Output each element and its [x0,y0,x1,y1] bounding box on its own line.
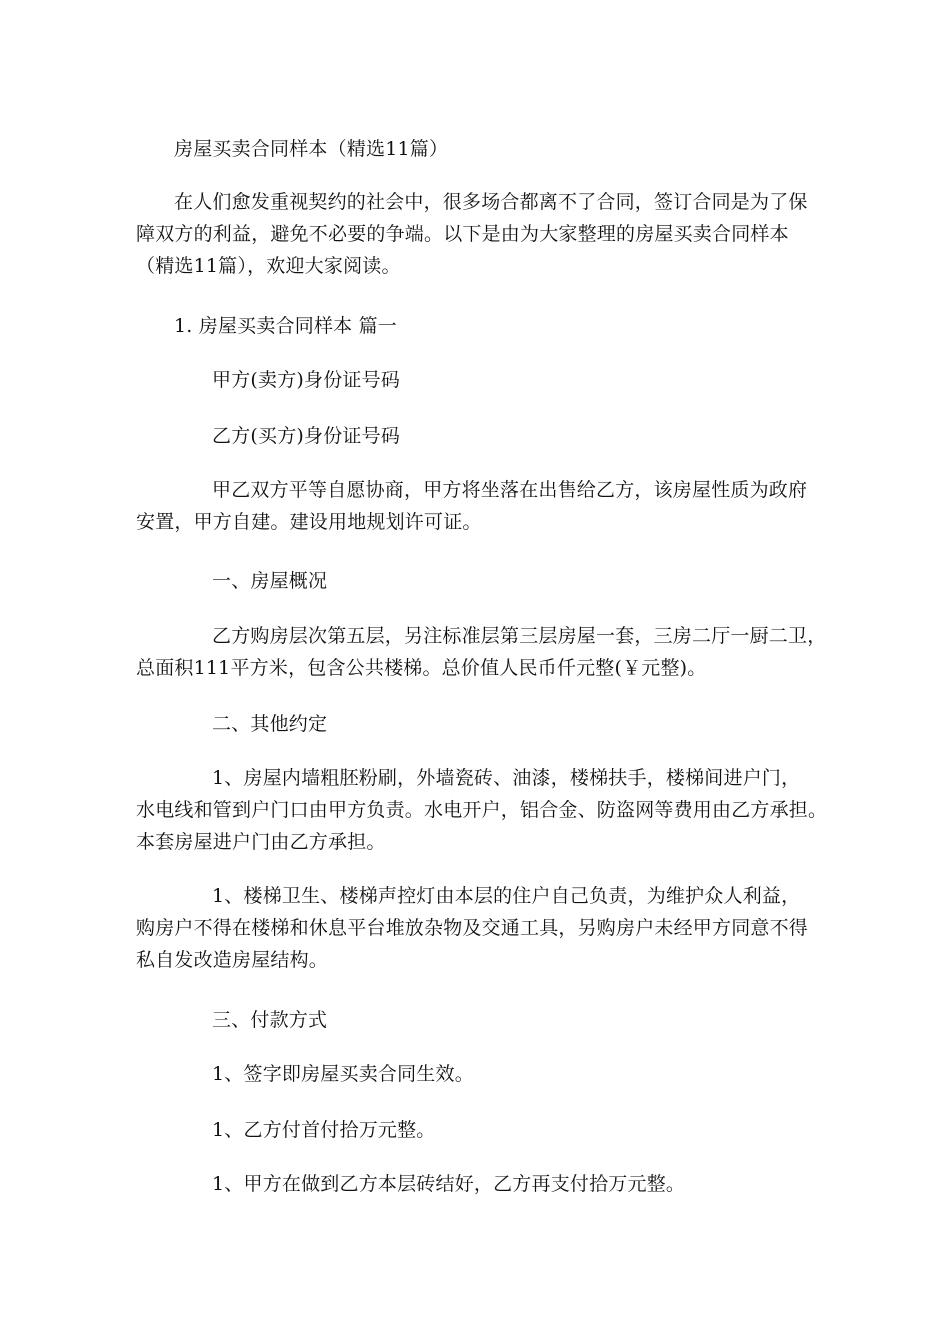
other-clause-1-line-1: 1、房屋内墙粗胚粉刷，外墙瓷砖、油漆，楼梯扶手，楼梯间进户门， [212,767,801,789]
payment-item-1: 1、签字即房屋买卖合同生效。 [212,1063,474,1085]
other-clause-1 [136,762,827,858]
intro-line-3: （精选11篇），欢迎大家阅读。 [136,255,401,277]
payment-item-3: 1、甲方在做到乙方本层砖结好，乙方再支付拾万元整。 [212,1173,686,1195]
party-b-line: 乙方(买方)身份证号码 [212,425,401,447]
party-a-line: 甲方(卖方)身份证号码 [212,369,401,391]
section-heading-1: 1. 房屋买卖合同样本 篇一 [174,315,398,337]
other-clause-1-line-2: 水电线和管到户门口由甲方负责。水电开户，铝合金、防盗网等费用由乙方承担。 [136,799,828,821]
other-clause-2-line-3: 私自发改造房屋结构。 [136,949,329,971]
heading-other: 二、其他约定 [212,713,328,735]
other-clause-1-line-3: 本套房屋进户门由乙方承担。 [136,831,386,853]
other-clause-2 [136,880,808,976]
agreement-line-1: 甲乙双方平等自愿协商，甲方将坐落在出售给乙方，该房屋性质为政府 [212,479,808,501]
document-title: 房屋买卖合同样本（精选11篇） [174,138,449,160]
other-clause-2-line-1: 1、楼梯卫生、楼梯声控灯由本层的住户自己负责，为维护众人利益， [212,885,801,907]
other-clause-2-line-2: 购房户不得在楼梯和休息平台堆放杂物及交通工具，另购房户未经甲方同意不得 [136,917,809,939]
intro-line-1: 在人们愈发重视契约的社会中，很多场合都离不了合同，签订合同是为了保 [174,191,808,213]
intro-paragraph [136,186,808,282]
overview-line-2: 总面积111平方米，包含公共楼梯。总价值人民币仟元整(￥元整)。 [136,657,707,679]
overview-line-1: 乙方购房层次第五层，另注标准层第三层房屋一套，三房二厅一厨二卫， [212,625,827,647]
heading-payment: 三、付款方式 [212,1009,328,1031]
heading-overview: 一、房屋概况 [212,570,328,592]
payment-item-2: 1、乙方付首付拾万元整。 [212,1119,436,1141]
intro-line-2: 障双方的利益，避免不必要的争端。以下是由为大家整理的房屋买卖合同样本 [136,223,789,245]
overview-paragraph [136,620,826,684]
agreement-paragraph [136,474,807,538]
agreement-line-2: 安置，甲方自建。建设用地规划许可证。 [136,511,482,533]
